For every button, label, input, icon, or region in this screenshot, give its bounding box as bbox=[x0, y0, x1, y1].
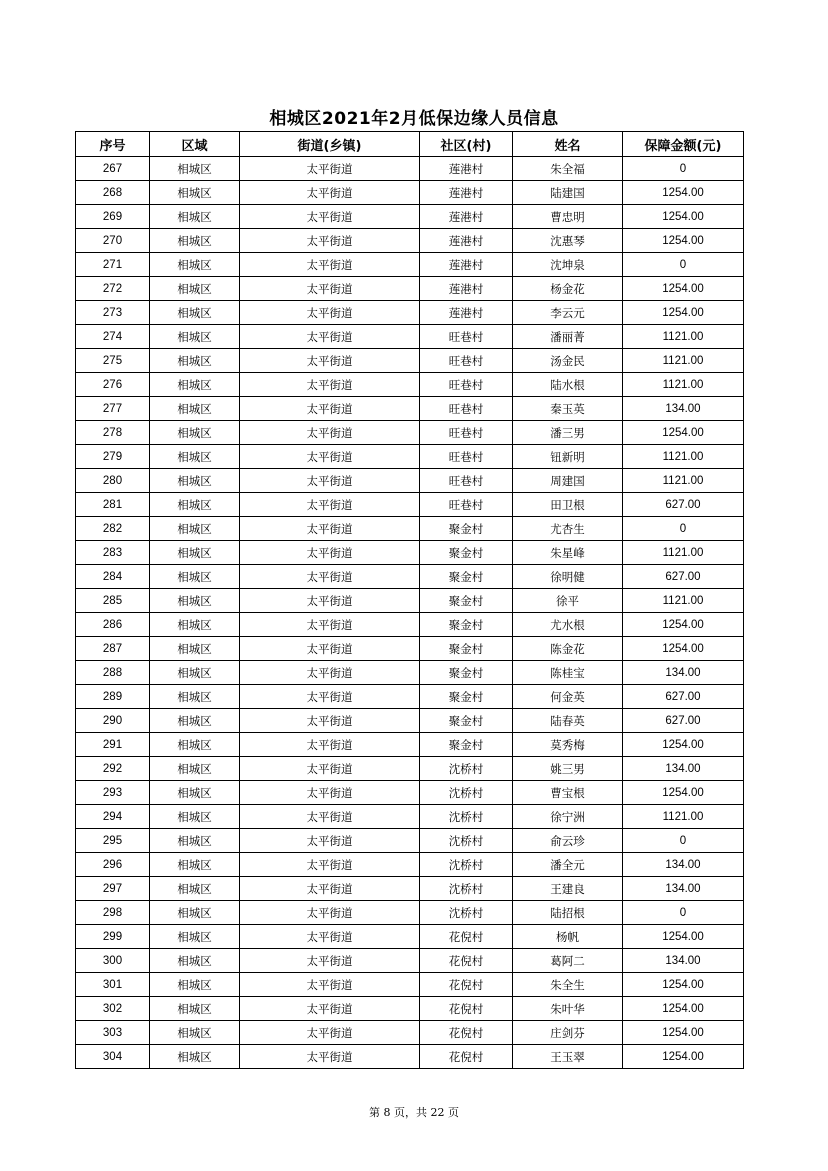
cell-amount: 1121.00 bbox=[623, 373, 744, 397]
cell-district: 相城区 bbox=[150, 637, 240, 661]
cell-amount: 1121.00 bbox=[623, 349, 744, 373]
cell-index: 300 bbox=[76, 949, 150, 973]
cell-index: 270 bbox=[76, 229, 150, 253]
cell-index: 274 bbox=[76, 325, 150, 349]
cell-index: 284 bbox=[76, 565, 150, 589]
cell-amount: 627.00 bbox=[623, 565, 744, 589]
cell-amount: 627.00 bbox=[623, 709, 744, 733]
cell-street: 太平街道 bbox=[240, 877, 420, 901]
cell-street: 太平街道 bbox=[240, 949, 420, 973]
table-row bbox=[76, 493, 744, 517]
cell-index: 286 bbox=[76, 613, 150, 637]
cell-name: 潘全元 bbox=[513, 853, 623, 877]
table-row bbox=[76, 805, 744, 829]
cell-index: 279 bbox=[76, 445, 150, 469]
cell-street: 太平街道 bbox=[240, 517, 420, 541]
cell-street: 太平街道 bbox=[240, 901, 420, 925]
cell-street: 太平街道 bbox=[240, 157, 420, 181]
cell-community: 旺巷村 bbox=[420, 349, 513, 373]
cell-name: 杨帆 bbox=[513, 925, 623, 949]
cell-index: 304 bbox=[76, 1045, 150, 1069]
table-body bbox=[76, 157, 744, 1069]
cell-community: 聚金村 bbox=[420, 613, 513, 637]
cell-street: 太平街道 bbox=[240, 253, 420, 277]
cell-street: 太平街道 bbox=[240, 445, 420, 469]
document-title: 相城区2021年2月低保边缘人员信息 bbox=[269, 109, 559, 129]
cell-street: 太平街道 bbox=[240, 205, 420, 229]
table-row bbox=[76, 997, 744, 1021]
cell-street: 太平街道 bbox=[240, 397, 420, 421]
cell-index: 291 bbox=[76, 733, 150, 757]
cell-street: 太平街道 bbox=[240, 229, 420, 253]
cell-district: 相城区 bbox=[150, 613, 240, 637]
cell-name: 姚三男 bbox=[513, 757, 623, 781]
table-row bbox=[76, 517, 744, 541]
cell-district: 相城区 bbox=[150, 805, 240, 829]
cell-index: 294 bbox=[76, 805, 150, 829]
cell-district: 相城区 bbox=[150, 445, 240, 469]
cell-amount: 1254.00 bbox=[623, 613, 744, 637]
cell-name: 徐平 bbox=[513, 589, 623, 613]
table-row bbox=[76, 781, 744, 805]
cell-index: 295 bbox=[76, 829, 150, 853]
cell-index: 275 bbox=[76, 349, 150, 373]
cell-street: 太平街道 bbox=[240, 805, 420, 829]
cell-community: 旺巷村 bbox=[420, 397, 513, 421]
table-row bbox=[76, 277, 744, 301]
header-amount: 保障金额(元) bbox=[623, 132, 744, 157]
cell-name: 潘丽菁 bbox=[513, 325, 623, 349]
table-row bbox=[76, 901, 744, 925]
cell-amount: 134.00 bbox=[623, 853, 744, 877]
cell-index: 278 bbox=[76, 421, 150, 445]
cell-community: 沈桥村 bbox=[420, 805, 513, 829]
cell-amount: 0 bbox=[623, 829, 744, 853]
cell-index: 276 bbox=[76, 373, 150, 397]
cell-amount: 1254.00 bbox=[623, 637, 744, 661]
table-row bbox=[76, 829, 744, 853]
cell-name: 沈坤泉 bbox=[513, 253, 623, 277]
cell-community: 花倪村 bbox=[420, 973, 513, 997]
cell-name: 徐宁洲 bbox=[513, 805, 623, 829]
cell-index: 287 bbox=[76, 637, 150, 661]
cell-district: 相城区 bbox=[150, 397, 240, 421]
table-row bbox=[76, 205, 744, 229]
cell-index: 280 bbox=[76, 469, 150, 493]
cell-name: 汤金民 bbox=[513, 349, 623, 373]
cell-index: 292 bbox=[76, 757, 150, 781]
cell-amount: 1254.00 bbox=[623, 997, 744, 1021]
table-row bbox=[76, 661, 744, 685]
cell-community: 莲港村 bbox=[420, 181, 513, 205]
cell-district: 相城区 bbox=[150, 157, 240, 181]
cell-community: 沈桥村 bbox=[420, 829, 513, 853]
cell-amount: 1121.00 bbox=[623, 541, 744, 565]
cell-name: 王建良 bbox=[513, 877, 623, 901]
table-row bbox=[76, 325, 744, 349]
table-row bbox=[76, 949, 744, 973]
cell-district: 相城区 bbox=[150, 925, 240, 949]
cell-street: 太平街道 bbox=[240, 1045, 420, 1069]
cell-name: 朱叶华 bbox=[513, 997, 623, 1021]
cell-index: 289 bbox=[76, 685, 150, 709]
cell-amount: 1254.00 bbox=[623, 277, 744, 301]
table-row bbox=[76, 685, 744, 709]
cell-index: 303 bbox=[76, 1021, 150, 1045]
cell-district: 相城区 bbox=[150, 181, 240, 205]
cell-district: 相城区 bbox=[150, 373, 240, 397]
cell-community: 沈桥村 bbox=[420, 853, 513, 877]
cell-amount: 134.00 bbox=[623, 877, 744, 901]
cell-index: 283 bbox=[76, 541, 150, 565]
cell-amount: 0 bbox=[623, 901, 744, 925]
cell-district: 相城区 bbox=[150, 685, 240, 709]
cell-street: 太平街道 bbox=[240, 493, 420, 517]
cell-community: 花倪村 bbox=[420, 1021, 513, 1045]
cell-community: 聚金村 bbox=[420, 637, 513, 661]
cell-district: 相城区 bbox=[150, 517, 240, 541]
table-row bbox=[76, 757, 744, 781]
cell-index: 296 bbox=[76, 853, 150, 877]
cell-community: 莲港村 bbox=[420, 253, 513, 277]
header-street: 街道(乡镇) bbox=[240, 132, 420, 157]
cell-street: 太平街道 bbox=[240, 925, 420, 949]
cell-amount: 627.00 bbox=[623, 493, 744, 517]
cell-community: 旺巷村 bbox=[420, 445, 513, 469]
table-row bbox=[76, 373, 744, 397]
cell-street: 太平街道 bbox=[240, 661, 420, 685]
table-row bbox=[76, 973, 744, 997]
cell-district: 相城区 bbox=[150, 733, 240, 757]
header-name: 姓名 bbox=[513, 132, 623, 157]
cell-community: 莲港村 bbox=[420, 205, 513, 229]
cell-amount: 134.00 bbox=[623, 949, 744, 973]
table-row bbox=[76, 733, 744, 757]
table-row bbox=[76, 925, 744, 949]
cell-name: 周建国 bbox=[513, 469, 623, 493]
table-row bbox=[76, 301, 744, 325]
cell-district: 相城区 bbox=[150, 757, 240, 781]
data-table bbox=[75, 131, 744, 1069]
cell-district: 相城区 bbox=[150, 421, 240, 445]
cell-community: 聚金村 bbox=[420, 661, 513, 685]
cell-amount: 134.00 bbox=[623, 397, 744, 421]
cell-community: 聚金村 bbox=[420, 733, 513, 757]
cell-street: 太平街道 bbox=[240, 181, 420, 205]
cell-street: 太平街道 bbox=[240, 733, 420, 757]
cell-community: 旺巷村 bbox=[420, 373, 513, 397]
cell-community: 旺巷村 bbox=[420, 469, 513, 493]
cell-name: 田卫根 bbox=[513, 493, 623, 517]
cell-community: 聚金村 bbox=[420, 589, 513, 613]
cell-amount: 1254.00 bbox=[623, 301, 744, 325]
cell-index: 288 bbox=[76, 661, 150, 685]
cell-street: 太平街道 bbox=[240, 421, 420, 445]
cell-amount: 134.00 bbox=[623, 661, 744, 685]
cell-amount: 0 bbox=[623, 157, 744, 181]
cell-street: 太平街道 bbox=[240, 853, 420, 877]
table-row bbox=[76, 181, 744, 205]
cell-street: 太平街道 bbox=[240, 325, 420, 349]
table-row bbox=[76, 469, 744, 493]
cell-community: 花倪村 bbox=[420, 997, 513, 1021]
cell-street: 太平街道 bbox=[240, 469, 420, 493]
cell-district: 相城区 bbox=[150, 997, 240, 1021]
cell-index: 290 bbox=[76, 709, 150, 733]
cell-district: 相城区 bbox=[150, 877, 240, 901]
cell-community: 花倪村 bbox=[420, 925, 513, 949]
cell-district: 相城区 bbox=[150, 973, 240, 997]
cell-amount: 1254.00 bbox=[623, 733, 744, 757]
cell-name: 陈桂宝 bbox=[513, 661, 623, 685]
cell-district: 相城区 bbox=[150, 1021, 240, 1045]
cell-amount: 1254.00 bbox=[623, 1021, 744, 1045]
cell-index: 293 bbox=[76, 781, 150, 805]
cell-community: 聚金村 bbox=[420, 517, 513, 541]
cell-name: 何金英 bbox=[513, 685, 623, 709]
page-footer: 第 8 页，共 22 页 bbox=[369, 1106, 459, 1119]
cell-district: 相城区 bbox=[150, 565, 240, 589]
cell-district: 相城区 bbox=[150, 493, 240, 517]
cell-amount: 1254.00 bbox=[623, 205, 744, 229]
cell-name: 陆建国 bbox=[513, 181, 623, 205]
cell-name: 陆招根 bbox=[513, 901, 623, 925]
cell-index: 302 bbox=[76, 997, 150, 1021]
cell-index: 267 bbox=[76, 157, 150, 181]
cell-index: 272 bbox=[76, 277, 150, 301]
cell-community: 聚金村 bbox=[420, 541, 513, 565]
cell-index: 297 bbox=[76, 877, 150, 901]
header-district: 区域 bbox=[150, 132, 240, 157]
cell-district: 相城区 bbox=[150, 349, 240, 373]
cell-name: 钮新明 bbox=[513, 445, 623, 469]
cell-amount: 1121.00 bbox=[623, 325, 744, 349]
cell-name: 徐明健 bbox=[513, 565, 623, 589]
cell-district: 相城区 bbox=[150, 709, 240, 733]
table-row bbox=[76, 421, 744, 445]
cell-street: 太平街道 bbox=[240, 349, 420, 373]
cell-community: 旺巷村 bbox=[420, 493, 513, 517]
cell-amount: 1254.00 bbox=[623, 421, 744, 445]
cell-amount: 1254.00 bbox=[623, 1045, 744, 1069]
cell-index: 281 bbox=[76, 493, 150, 517]
cell-community: 旺巷村 bbox=[420, 421, 513, 445]
table-row bbox=[76, 1045, 744, 1069]
cell-community: 沈桥村 bbox=[420, 901, 513, 925]
cell-community: 莲港村 bbox=[420, 157, 513, 181]
table-row bbox=[76, 613, 744, 637]
cell-district: 相城区 bbox=[150, 277, 240, 301]
cell-index: 282 bbox=[76, 517, 150, 541]
cell-name: 俞云珍 bbox=[513, 829, 623, 853]
cell-name: 秦玉英 bbox=[513, 397, 623, 421]
cell-community: 聚金村 bbox=[420, 685, 513, 709]
cell-district: 相城区 bbox=[150, 853, 240, 877]
cell-index: 298 bbox=[76, 901, 150, 925]
cell-street: 太平街道 bbox=[240, 973, 420, 997]
header-community: 社区(村) bbox=[420, 132, 513, 157]
cell-district: 相城区 bbox=[150, 1045, 240, 1069]
cell-district: 相城区 bbox=[150, 829, 240, 853]
cell-index: 299 bbox=[76, 925, 150, 949]
cell-district: 相城区 bbox=[150, 949, 240, 973]
cell-name: 曹宝根 bbox=[513, 781, 623, 805]
cell-amount: 1254.00 bbox=[623, 229, 744, 253]
cell-name: 尤水根 bbox=[513, 613, 623, 637]
cell-community: 花倪村 bbox=[420, 1045, 513, 1069]
cell-community: 莲港村 bbox=[420, 277, 513, 301]
cell-street: 太平街道 bbox=[240, 757, 420, 781]
cell-street: 太平街道 bbox=[240, 685, 420, 709]
cell-community: 花倪村 bbox=[420, 949, 513, 973]
table-row bbox=[76, 1021, 744, 1045]
cell-district: 相城区 bbox=[150, 253, 240, 277]
cell-district: 相城区 bbox=[150, 469, 240, 493]
cell-amount: 1254.00 bbox=[623, 925, 744, 949]
table-row bbox=[76, 589, 744, 613]
header-index: 序号 bbox=[76, 132, 150, 157]
cell-community: 沈桥村 bbox=[420, 757, 513, 781]
table-row bbox=[76, 853, 744, 877]
cell-district: 相城区 bbox=[150, 325, 240, 349]
cell-district: 相城区 bbox=[150, 541, 240, 565]
table-row bbox=[76, 445, 744, 469]
cell-district: 相城区 bbox=[150, 901, 240, 925]
cell-amount: 1121.00 bbox=[623, 805, 744, 829]
cell-name: 尤杏生 bbox=[513, 517, 623, 541]
cell-community: 莲港村 bbox=[420, 301, 513, 325]
cell-name: 陆水根 bbox=[513, 373, 623, 397]
cell-name: 陆春英 bbox=[513, 709, 623, 733]
table-row bbox=[76, 157, 744, 181]
cell-district: 相城区 bbox=[150, 229, 240, 253]
cell-district: 相城区 bbox=[150, 301, 240, 325]
cell-amount: 1254.00 bbox=[623, 181, 744, 205]
cell-name: 曹忠明 bbox=[513, 205, 623, 229]
table-row bbox=[76, 253, 744, 277]
cell-index: 277 bbox=[76, 397, 150, 421]
cell-amount: 134.00 bbox=[623, 757, 744, 781]
cell-street: 太平街道 bbox=[240, 637, 420, 661]
cell-index: 268 bbox=[76, 181, 150, 205]
cell-name: 陈金花 bbox=[513, 637, 623, 661]
cell-street: 太平街道 bbox=[240, 709, 420, 733]
cell-street: 太平街道 bbox=[240, 997, 420, 1021]
cell-street: 太平街道 bbox=[240, 829, 420, 853]
cell-name: 朱全生 bbox=[513, 973, 623, 997]
cell-index: 301 bbox=[76, 973, 150, 997]
cell-district: 相城区 bbox=[150, 661, 240, 685]
cell-amount: 1121.00 bbox=[623, 469, 744, 493]
table-row bbox=[76, 541, 744, 565]
cell-name: 葛阿二 bbox=[513, 949, 623, 973]
table-header-row bbox=[76, 132, 744, 157]
cell-community: 旺巷村 bbox=[420, 325, 513, 349]
cell-street: 太平街道 bbox=[240, 373, 420, 397]
cell-street: 太平街道 bbox=[240, 589, 420, 613]
cell-amount: 0 bbox=[623, 253, 744, 277]
cell-street: 太平街道 bbox=[240, 301, 420, 325]
cell-name: 王玉翠 bbox=[513, 1045, 623, 1069]
cell-district: 相城区 bbox=[150, 589, 240, 613]
cell-amount: 627.00 bbox=[623, 685, 744, 709]
cell-street: 太平街道 bbox=[240, 1021, 420, 1045]
cell-name: 朱星峰 bbox=[513, 541, 623, 565]
cell-index: 271 bbox=[76, 253, 150, 277]
cell-street: 太平街道 bbox=[240, 613, 420, 637]
table-row bbox=[76, 349, 744, 373]
cell-street: 太平街道 bbox=[240, 781, 420, 805]
table-row bbox=[76, 877, 744, 901]
cell-amount: 1121.00 bbox=[623, 445, 744, 469]
cell-name: 沈惠琴 bbox=[513, 229, 623, 253]
cell-index: 269 bbox=[76, 205, 150, 229]
cell-amount: 1254.00 bbox=[623, 781, 744, 805]
cell-community: 沈桥村 bbox=[420, 781, 513, 805]
cell-community: 聚金村 bbox=[420, 709, 513, 733]
cell-amount: 1254.00 bbox=[623, 973, 744, 997]
cell-name: 杨金花 bbox=[513, 277, 623, 301]
cell-street: 太平街道 bbox=[240, 565, 420, 589]
cell-district: 相城区 bbox=[150, 781, 240, 805]
cell-name: 莫秀梅 bbox=[513, 733, 623, 757]
cell-name: 李云元 bbox=[513, 301, 623, 325]
cell-district: 相城区 bbox=[150, 205, 240, 229]
table-row bbox=[76, 565, 744, 589]
cell-amount: 0 bbox=[623, 517, 744, 541]
table-row bbox=[76, 637, 744, 661]
cell-street: 太平街道 bbox=[240, 541, 420, 565]
table-row bbox=[76, 397, 744, 421]
table-row bbox=[76, 709, 744, 733]
cell-street: 太平街道 bbox=[240, 277, 420, 301]
table-row bbox=[76, 229, 744, 253]
cell-name: 庄剑芬 bbox=[513, 1021, 623, 1045]
cell-community: 聚金村 bbox=[420, 565, 513, 589]
cell-name: 朱全福 bbox=[513, 157, 623, 181]
cell-community: 沈桥村 bbox=[420, 877, 513, 901]
cell-community: 莲港村 bbox=[420, 229, 513, 253]
cell-name: 潘三男 bbox=[513, 421, 623, 445]
cell-amount: 1121.00 bbox=[623, 589, 744, 613]
cell-index: 285 bbox=[76, 589, 150, 613]
cell-index: 273 bbox=[76, 301, 150, 325]
